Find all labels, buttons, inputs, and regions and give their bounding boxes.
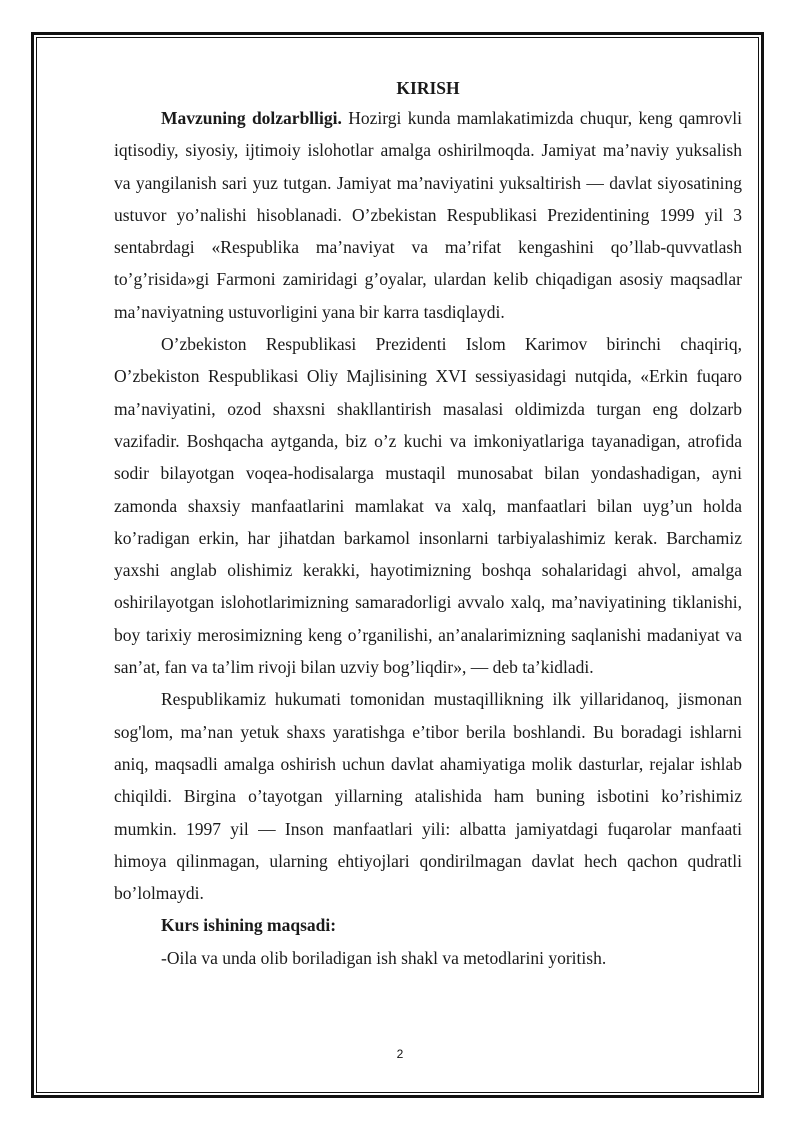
goal-heading: Kurs ishining maqsadi:	[161, 915, 337, 936]
paragraph-quote: O’zbekiston Respublikasi Prezidenti Islom Karimov birinchi chaqiriq, O’zbekiston Respublikasi Oliy Majlisining XVI sessiyasidagi nutqida, «Erkin fuqaro ma’naviyatini, ozod shaxsni shakllantirish masalasi oldimizda turgan eng dolzarb vazifadir. Boshqacha aytganda, biz o’z kuchi va imkoniyatlariga tayanadigan, atrofida sodir bilayotgan voqea-hodisalarga mustaqil munosabat bilan yondashadigan, ayni zamonda shaxsiy manfaatlarini mamlakat va xalq, manfaatlari bilan uyg’un holda ko’radigan erkin, har jihatdan barkamol insonlarni tarbiyalashimiz kerak. Barchamiz yaxshi anglab olishimiz kerakki, hayotimizning boshqa sohalaridagi ahvol, amalga oshirilayotgan islohotlarimizning samaradorligi avvalo xalq, ma’naviyatining tiklanishi, boy tarixiy merosimizning keng o’rganilishi, an’analarimizning saqlanishi madaniyat va san’at, fan va ta’lim rivoji bilan uzviy bog’liqdir», — deb ta’kidladi.	[114, 334, 742, 678]
document-body	[114, 74, 742, 974]
goal-item: -Oila va unda olib boriladigan ish shakl va metodlarini yoritish.	[161, 947, 607, 968]
document-title: KIRISH	[396, 78, 460, 98]
paragraph-lead: Mavzuning dolzarblligi.	[161, 108, 342, 128]
paragraph-government: Respublikamiz hukumati tomonidan mustaqillikning ilk yillaridanoq, jismonan sog'lom, ma’nan yetuk shaxs yaratishga e’tibor berila boshlandi. Bu boradagi ishlarni aniq, maqsadli amalga oshirish uchun davlat ahamiyatiga molik dasturlar, rejalar ishlab chiqildi. Birgina o’tayotgan yillarning atalishida ham buning isbotini ko’rishimiz mumkin. 1997 yil — Inson manfaatlari yili: albatta jamiyatdagi fuqarolar manfaati himoya qilinmagan, ularning ehtiyojlari qondirilmagan davlat hech qachon qudratli bo’lolmaydi.	[114, 689, 742, 904]
page-number: 2	[396, 1047, 404, 1061]
paragraph-relevance	[114, 102, 742, 328]
paragraph-text: Hozirgi kunda mamlakatimizda chuqur, keng qamrovli iqtisodiy, siyosiy, ijtimoiy islohotlar amalga oshirilmoqda. Jamiyat ma’naviy yuksalish va yangilanish sari yuz tutgan. Jamiyat ma’naviyatini yuksaltirish — davlat siyosatining ustuvor yo’nalishi hisoblanadi. O’zbekistan Respublikasi Prezidentining 1999 yil 3 sentabrdagi «Respublika ma’naviyat va ma’rifat kengashini qo’llab-quvvatlash to’g’risida»gi Farmoni zamiridagi g’oyalar, ulardan kelib chiqadigan asosiy maqsadlar ma’naviyatning ustuvorligini yana bir karra tasdiqlaydi.	[114, 108, 743, 322]
